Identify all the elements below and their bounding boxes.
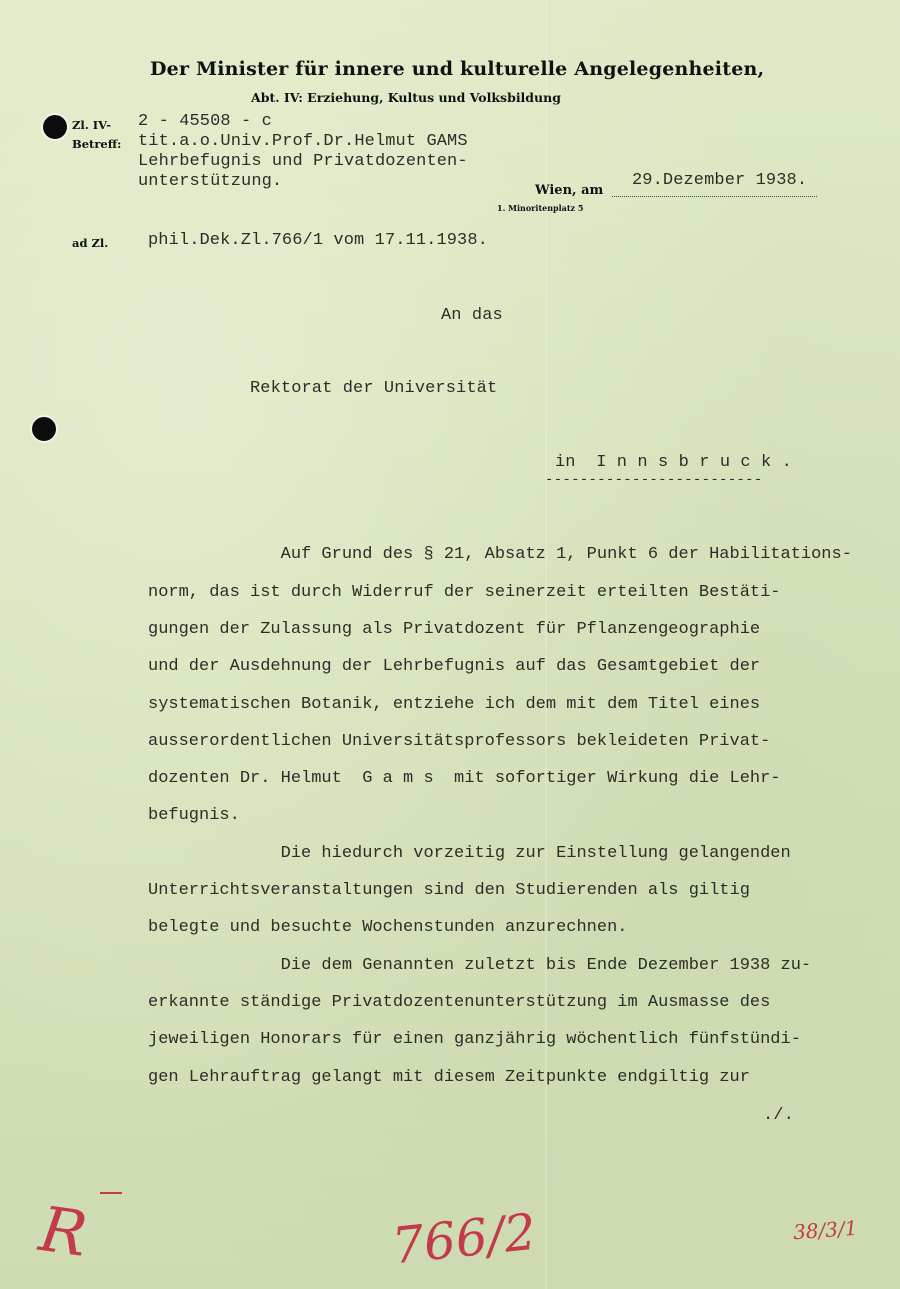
recipient-underline: -------------------------	[545, 472, 763, 488]
letterhead-title: Der Minister für innere und kulturelle Angelegenheiten,	[150, 58, 765, 80]
body-p1-line-3: gungen der Zulassung als Privatdozent für Pflanzengeographie	[148, 620, 761, 639]
recipient-line-3: in I n n s b r u c k .	[555, 453, 792, 472]
continuation-mark: ./.	[763, 1106, 794, 1125]
body-p2-line-3: belegte und besuchte Wochenstunden anzurechnen.	[148, 918, 628, 937]
zl-value: 2 - 45508 - c	[138, 112, 272, 131]
date-value: 29.Dezember 1938.	[632, 171, 808, 190]
annotation-left: R	[35, 1192, 92, 1271]
body-p1-line-6: ausserordentlichen Universitätsprofessors bekleideten Privat-	[148, 732, 771, 751]
body-p3-line-1: Die dem Genannten zuletzt bis Ende Dezember 1938 zu-	[148, 956, 812, 975]
betreff-line-1: tit.a.o.Univ.Prof.Dr.Helmut GAMS	[138, 132, 468, 151]
annotation-right: 38/3/1	[792, 1215, 859, 1245]
ministry-address: 1. Minoritenplatz 5	[497, 203, 584, 213]
body-p3-line-3: jeweiligen Honorars für einen ganzjährig wöchentlich fünfstündi-	[148, 1030, 801, 1049]
body-p1-line-7: dozenten Dr. Helmut G a m s mit sofortiger Wirkung die Lehr-	[148, 769, 781, 788]
annotation-center: 766/2	[389, 1202, 539, 1276]
letterhead-subtitle: Abt. IV: Erziehung, Kultus und Volksbildung	[251, 90, 561, 105]
betreff-label: Betreff:	[72, 137, 122, 151]
body-p1-line-4: und der Ausdehnung der Lehrbefugnis auf das Gesamtgebiet der	[148, 657, 761, 676]
zl-label: Zl. IV-	[72, 118, 112, 132]
ad-zl-label: ad Zl.	[72, 236, 109, 250]
place-label: Wien, am	[535, 183, 604, 198]
recipient-line-1: An das	[441, 306, 503, 325]
recipient-line-2: Rektorat der Universität	[250, 379, 498, 398]
body-p1-line-5: systematischen Botanik, entziehe ich dem mit dem Titel eines	[148, 695, 761, 714]
betreff-line-3: unterstützung.	[138, 172, 283, 191]
body-p3-line-4: gen Lehrauftrag gelangt mit diesem Zeitpunkte endgiltig zur	[148, 1068, 750, 1087]
body-p1-line-8: befugnis.	[148, 806, 240, 825]
annotation-left-bar	[100, 1192, 122, 1194]
body-p3-line-2: erkannte ständige Privatdozentenunterstützung im Ausmasse des	[148, 993, 771, 1012]
body-p1-line-1: Auf Grund des § 21, Absatz 1, Punkt 6 der Habilitations-	[148, 545, 852, 564]
date-dotted-line	[612, 196, 817, 197]
body-p2-line-1: Die hiedurch vorzeitig zur Einstellung gelangenden	[148, 844, 791, 863]
body-p2-line-2: Unterrichtsveranstaltungen sind den Studierenden als giltig	[148, 881, 750, 900]
betreff-line-2: Lehrbefugnis und Privatdozenten-	[138, 152, 468, 171]
ad-zl-value: phil.Dek.Zl.766/1 vom 17.11.1938.	[148, 231, 488, 250]
body-p1-line-2: norm, das ist durch Widerruf der seinerzeit erteilten Bestäti-	[148, 583, 781, 602]
punch-hole-top	[43, 115, 67, 139]
punch-hole-middle	[32, 417, 56, 441]
